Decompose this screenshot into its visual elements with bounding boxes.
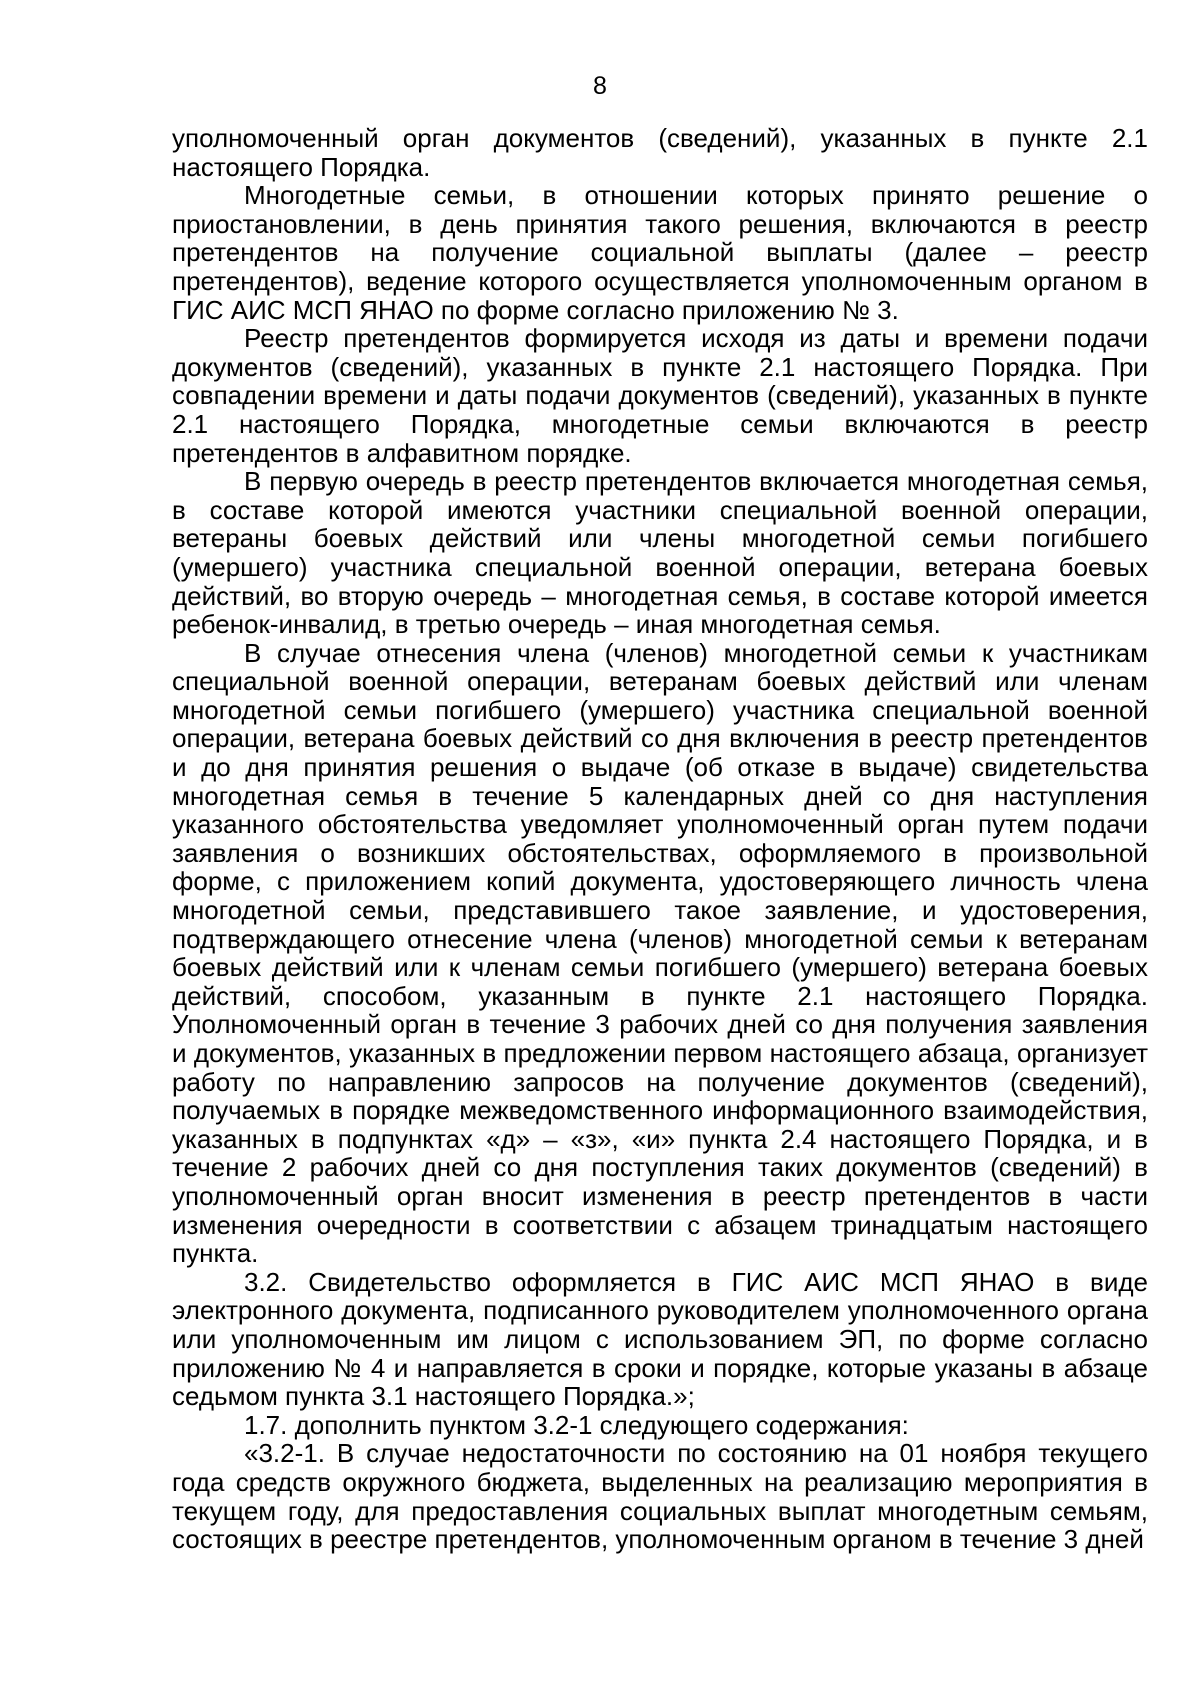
paragraph-priority-order: В первую очередь в реестр претендентов включается многодетная семья, в составе которой имеются участники специальной военной операции, ветераны боевых действий или члены многодетной семьи погибшего (умершего) участника специальной военной операции, ветерана боевых действий, во вторую очередь – многодетная семья, в составе которой имеется ребенок-инвалид, в третью очередь – иная многодетная семья.	[172, 466, 1148, 640]
paragraph-register-ordering: Реестр претендентов формируется исходя из даты и времени подачи документов (сведений), указанных в пункте 2.1 настоящего Порядка. При совпадении времени и даты подачи документов (сведений), указанных в пункте 2.1 настоящего Порядка, многодетные семьи включаются в реестр претендентов в алфавитном порядке.	[172, 323, 1148, 468]
paragraph-section-3-2-1: «3.2-1. В случае недостаточности по состоянию на 01 ноября текущего года средств окружного бюджета, выделенных на реализацию мероприятия в текущем году, для предоставления социальных выплат многодетным семьям, состоящих в реестре претендентов, уполномоченным органом в течение 3 дней	[172, 1438, 1148, 1555]
paragraph-section-3-2: 3.2. Свидетельство оформляется в ГИС АИС МСП ЯНАО в виде электронного документа, подписанного руководителем уполномоченного органа или уполномоченным им лицом с использованием ЭП, по форме согласно приложению № 4 и направляется в сроки и порядке, которые указаны в абзаце седьмом пункта 3.1 настоящего Порядка.»;	[172, 1266, 1148, 1412]
document-body	[172, 124, 1148, 1554]
paragraph-amendment-1-7: 1.7. дополнить пунктом 3.2-1 следующего содержания:	[244, 1409, 909, 1440]
paragraph-status-change: В случае отнесения члена (членов) многодетной семьи к участникам специальной военной операции, ветеранам боевых действий или членам многодетной семьи погибшего (умершего) участника специальной военной операции, ветерана боевых действий со дня включения в реестр претендентов и до дня принятия решения о выдаче (об отказе в выдаче) свидетельства многодетная семья в течение 5 календарных дней со дня наступления указанного обстоятельства уведомляет уполномоченный орган путем подачи заявления о возникших обстоятельствах, оформляемого в произвольной форме, с приложением копий документа, удостоверяющего личность члена многодетной семьи, представившего такое заявление, и удостоверения, подтверждающего отнесение члена (членов) многодетной семьи к ветеранам боевых действий или к членам семьи погибшего (умершего) ветерана боевых действий, способом, указанным в пункте 2.1 настоящего Порядка. Уполномоченный орган в течение 3 рабочих дней со дня получения заявления и документов, указанных в предложении первом настоящего абзаца, организует работу по направлению запросов на получение документов (сведений), получаемых в порядке межведомственного информационного взаимодействия, указанных в подпунктах «д» – «з», «и» пункта 2.4 настоящего Порядка, и в течение 2 рабочих дней со дня поступления таких документов (сведений) в уполномоченный орган вносит изменения в реестр претендентов в части изменения очередности в соответствии с абзацем тринадцатым настоящего пункта.	[172, 637, 1148, 1269]
page-number: 8	[593, 72, 607, 100]
paragraph-register-inclusion: Многодетные семьи, в отношении которых принято решение о приостановлении, в день принятия такого решения, включаются в реестр претендентов на получение социальной выплаты (далее – реестр претендентов), ведение которого осуществляется уполномоченным органом в ГИС АИС МСП ЯНАО по форме согласно приложению № 3.	[172, 180, 1148, 325]
paragraph-continuation: уполномоченный орган документов (сведений), указанных в пункте 2.1 настоящего Порядка.	[172, 123, 1148, 182]
